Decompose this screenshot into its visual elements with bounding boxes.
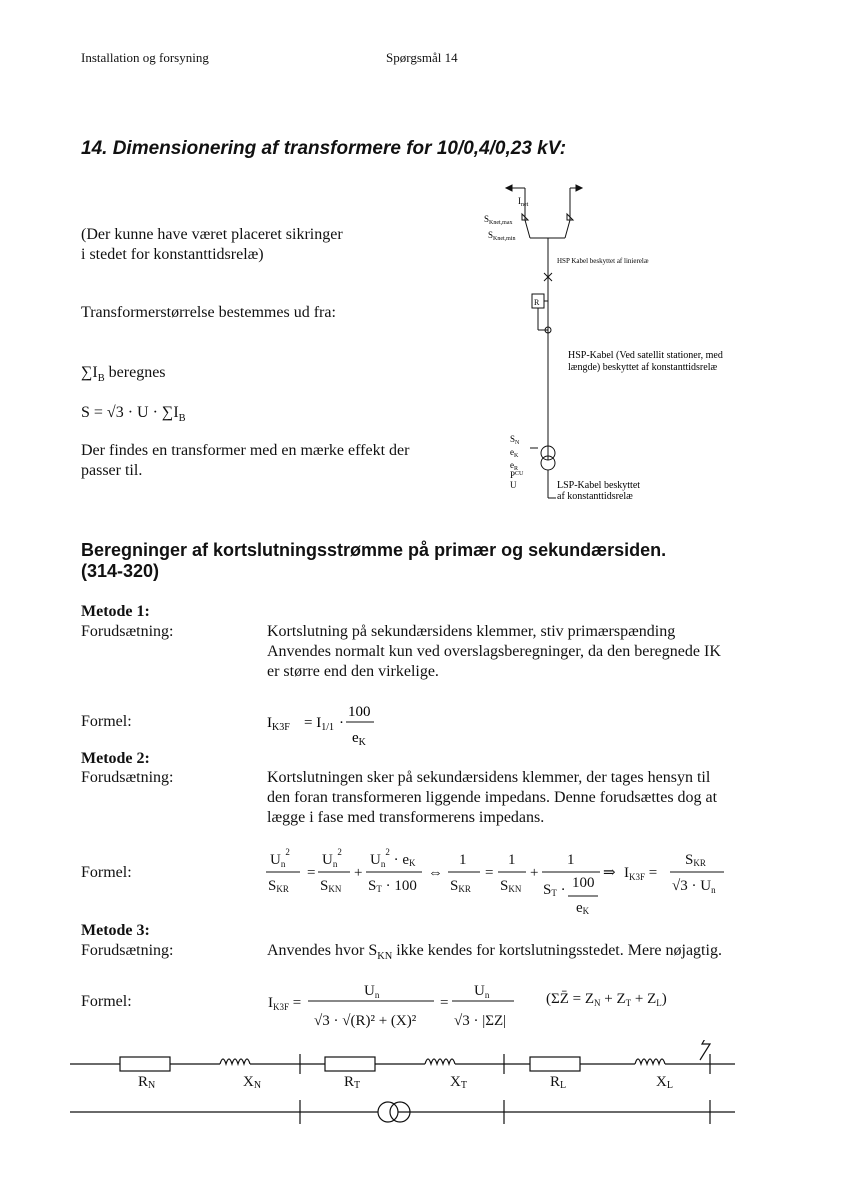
method-1-cond-line-3: er større end den virkelige. — [267, 663, 439, 680]
svg-text:PCU: $P^{CU}$ — [510, 470, 524, 480]
note-line-2: i stedet for konstanttidsrelæ) — [81, 246, 264, 263]
svg-text:1: 1 — [459, 852, 467, 868]
svg-text:⇔: ⇔ — [428, 865, 443, 881]
reactance-xt — [425, 1059, 455, 1064]
exists-line-2: passer til. — [81, 462, 143, 479]
svg-text:100: 100 — [572, 875, 595, 891]
transformer-icon — [378, 1102, 398, 1122]
label-xn: XN — [243, 1074, 262, 1091]
svg-text:·: · — [339, 715, 344, 731]
method-1-cond-line-1: Kortslutning på sekundærsidens klemmer, stiv primærspænding — [267, 623, 676, 640]
method-2-cond-line-3: lægge i fase med transformerens impedans. — [267, 809, 545, 826]
method-3-title: Metode 3: — [81, 922, 150, 939]
sknet-min-label: $S_{Knet,min}$ — [488, 230, 516, 242]
method-2-formula-label: Formel: — [81, 864, 132, 881]
svg-text:SKR: SKR — [268, 878, 289, 894]
svg-text:eK: $e_K$ — [510, 447, 519, 459]
svg-text:SKN: SKN — [320, 878, 342, 894]
svg-text:Un2 · eK: $U_n^2$ · eK — [370, 847, 416, 869]
svg-text:=: = — [307, 865, 316, 881]
resistor-rn — [120, 1057, 170, 1071]
svg-text:+: + — [530, 865, 539, 881]
svg-text:√3 · √(R)² + (X)²: √3 · √(R)² + (X)² — [314, 1013, 417, 1029]
note-line-1: (Der kunne have været placeret sikringer — [81, 226, 343, 243]
formula-2 — [262, 842, 732, 922]
label-xl: XL — [656, 1074, 673, 1091]
svg-text:√3 · |ΣZ|: √3 · |ΣZ| — [454, 1013, 507, 1029]
svg-text:Un: $U_n$ — [364, 983, 380, 1000]
exists-line-1: Der findes en transformer med en mærke effekt der — [81, 442, 410, 459]
section-heading-line-1: Beregninger af kortslutningsstrømme på primær og sekundærsiden. — [81, 540, 667, 560]
svg-text:(ΣZ̄ = ZN + ZT + ZL): (ΣZ̄ = $Z_N + Z_T + Z_L$) — [546, 991, 667, 1008]
hsp-kabel-line-2: længde) beskyttet af konstanttidsrelæ — [568, 362, 718, 373]
method-1-cond-line-2: Anvendes normalt kun ved overslagsberegninger, da den beregnede IK — [267, 643, 721, 660]
s-formula: $S = √3 \cdot U \cdot \sum I_B$ — [81, 404, 186, 425]
method-3-formula-label: Formel: — [81, 993, 132, 1010]
method-2-cond-label: Forudsætning: — [81, 769, 174, 786]
sknet-max-label: $S_{Knet,max}$ — [484, 214, 513, 226]
label-xt: XT — [450, 1074, 467, 1091]
svg-text:=: = — [440, 995, 449, 1011]
method-3-cond: Anvendes hvor $S_{KN}$ ikke kendes for kortslutningsstedet. Mere nøjagtig. — [267, 942, 722, 963]
reactance-xn — [220, 1059, 250, 1064]
lsp-line-2: af konstanttidsrelæ — [557, 491, 633, 502]
svg-text:+: + — [354, 865, 363, 881]
svg-text:100: 100 — [348, 704, 371, 720]
svg-text:√3 · Un: $√3 \cdot U_n$ — [672, 878, 716, 895]
size-text: Transformerstørrelse bestemmes ud fra: — [81, 304, 336, 321]
svg-text:eR: $e_R$ — [510, 460, 519, 472]
svg-text:Un2: $U_n^2$ — [322, 847, 342, 869]
svg-text:eK: eK — [576, 900, 590, 916]
method-2-cond-line-2: den foran transformeren liggende impedans. Denne forudsættes dog at — [267, 789, 718, 806]
header-center: Spørgsmål 14 — [386, 50, 458, 65]
method-2-title: Metode 2: — [81, 750, 150, 767]
method-1-cond-label: Forudsætning: — [81, 623, 174, 640]
equivalent-circuit — [60, 1040, 750, 1140]
reactance-xl — [635, 1059, 665, 1064]
svg-text:eK: $e_K$ — [352, 730, 366, 748]
inet-label: $I_{net}$ — [518, 196, 529, 208]
svg-text:⇒: ⇒ — [603, 865, 616, 881]
svg-text:1: 1 — [567, 852, 575, 868]
hsp-kabel-line-1: HSP-Kabel (Ved satellit stationer, med — [568, 350, 723, 361]
fault-icon — [700, 1040, 710, 1060]
resistor-rt — [325, 1057, 375, 1071]
method-1-title: Metode 1: — [81, 603, 150, 620]
hsp-line-label: HSP Kabel beskyttet af linierelæ — [557, 257, 649, 265]
svg-text:SKR: SKR — [450, 878, 471, 894]
lsp-line-1: LSP-Kabel beskyttet — [557, 480, 641, 491]
svg-text:=: = — [485, 865, 494, 881]
svg-text:= I1/1: = $I_{1/1}$ — [304, 715, 334, 733]
svg-text:ST · 100: ST · 100 — [368, 878, 417, 894]
svg-text:Un: $U_n$ — [474, 983, 490, 1000]
svg-text:SN: $S_N$ — [510, 434, 520, 446]
resistor-rl — [530, 1057, 580, 1071]
formula-3 — [262, 975, 732, 1035]
header-left: Installation og forsyning — [81, 50, 209, 65]
relay-label: R — [534, 298, 540, 307]
label-rl: RL — [550, 1074, 567, 1091]
svg-text:U: U — [510, 480, 517, 490]
svg-text:SKN: SKN — [500, 878, 522, 894]
method-3-cond-label: Forudsætning: — [81, 942, 174, 959]
label-rt: RT — [344, 1074, 361, 1091]
svg-text:IK3F: $I_{K3F}$ — [267, 715, 290, 733]
formula-1 — [262, 695, 392, 750]
label-rn: RN — [138, 1074, 156, 1091]
sum-line: $\sum I_B$ beregnes — [81, 364, 166, 385]
single-line-diagram — [470, 180, 770, 510]
section-heading-line-2: (314-320) — [81, 561, 160, 581]
method-2-cond-line-1: Kortslutningen sker på sekundærsidens klemmer, der tages hensyn til — [267, 769, 711, 786]
svg-text:IK3F =: $I_{K3F}$ = — [268, 995, 302, 1012]
svg-text:1: 1 — [508, 852, 516, 868]
trafo-params — [510, 434, 524, 490]
svg-text:SKR: SKR — [685, 852, 706, 868]
svg-text:IK3F =: $I_{K3F}$ = — [624, 865, 658, 882]
svg-text:Un2: $U_n^2$ — [270, 847, 290, 869]
page-title: 14. Dimensionering af transformere for 10/0,4/0,23 kV: — [81, 138, 567, 159]
method-1-formula-label: Formel: — [81, 713, 132, 730]
svg-text:ST ·: ST · — [543, 882, 566, 898]
